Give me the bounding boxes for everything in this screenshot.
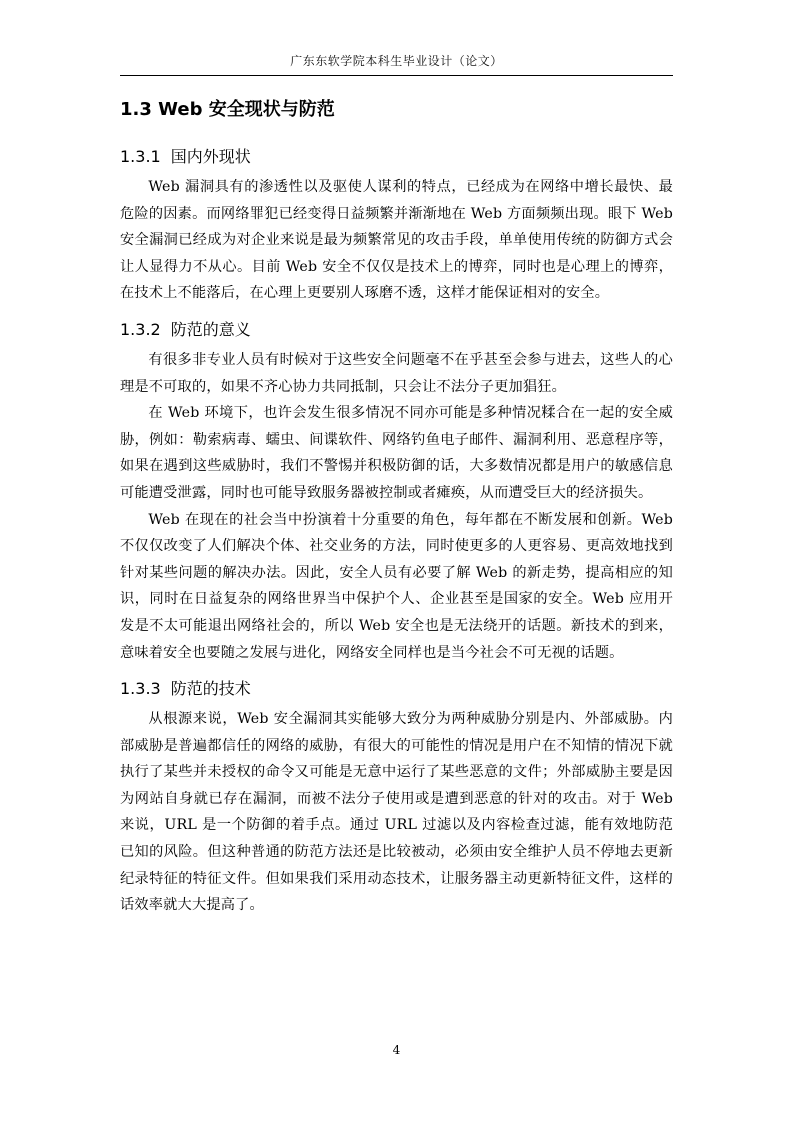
subsection-number: 1.3.2 — [120, 319, 161, 339]
subsection-domestic-status — [120, 144, 673, 307]
subsection-title — [120, 676, 673, 702]
subsection-heading: 防范的技术 — [170, 679, 251, 699]
subsection-title — [120, 144, 673, 170]
subsection-heading: 国内外现状 — [170, 147, 251, 166]
subsection-heading: 防范的意义 — [170, 319, 251, 339]
paragraph: 从根源来说，Web 安全漏洞其实能够大致分为两种威胁分别是内、外部威胁。内部威胁是普遍都信任的网络的威胁，有很大的可能性的情况是用户在不知情的情况下就执行了某些并未授权的命令又可能是无意中运行了某些恶意的文件；外部威胁主要是因为网站自身就已存在漏洞，而被不法分子使用或是遭到恶意的针对的攻击。对于 Web 来说，URL 是一个防御的着手点。通过 URL 过滤以及内容检查过滤，能有效地防范已知的风险。但这种普通的防范方法还是比较被动，必须由安全维护人员不停地去更新纪录特征的特征文件。但如果我们采用动态技术，让服务器主动更新特征文件，这样的话效率就大大提高了。 — [120, 711, 673, 914]
subsection-number: 1.3.3 — [120, 679, 161, 699]
subsection-number: 1.3.1 — [120, 147, 161, 166]
running-header — [120, 52, 673, 76]
running-header-title: 广东东软学院本科生毕业设计（论文） — [290, 54, 503, 68]
page-body — [120, 96, 673, 919]
subsection-significance — [120, 317, 673, 666]
paragraph: 在 Web 环境下，也许会发生很多情况不同亦可能是多种情况糅合在一起的安全威胁，例如：勒索病毒、蠕虫、间谍软件、网络钓鱼电子邮件、漏洞利用、恶意程序等，如果在遇到这些威胁时，我们不警惕并积极防御的话，大多数情况都是用户的敏感信息可能遭受泄露，同时也可能导致服务器被控制或者瘫痪，从而遭受巨大的经济损失。 — [120, 405, 673, 501]
paragraph: Web 在现在的社会当中扮演着十分重要的角色，每年都在不断发展和创新。Web 不仅仅改变了人们解决个体、社交业务的方法，同时使更多的人更容易、更高效地找到针对某些问题的解决办法。因此，安全人员有必要了解 Web 的新走势，提高相应的知识，同时在日益复杂的网络世界当中保护个人、企业甚至是国家的安全。Web 应用开发是不太可能退出网络社会的，所以 Web 安全也是无法绕开的话题。新技术的到来，意味着安全也要随之发展与进化，网络安全同样也是当今社会不可无视的话题。 — [120, 511, 673, 661]
paragraph: 有很多非专业人员有时候对于这些安全问题毫不在乎甚至会参与进去，这些人的心理是不可取的，如果不齐心协力共同抵制，只会让不法分子更加猖狂。 — [120, 351, 673, 395]
subsection-title — [120, 317, 673, 343]
subsection-techniques — [120, 676, 673, 919]
paragraph: Web 漏洞具有的渗透性以及驱使人谋利的特点，已经成为在网络中增长最快、最危险的因素。而网络罪犯已经变得日益频繁并渐渐地在 Web 方面频频出现。眼下 Web 安全漏洞已经成为对企业来说是最为频繁常见的攻击手段，单单使用传统的防御方式会让人显得力不从心。目前 Web 安全不仅仅是技术上的博弈，同时也是心理上的博弈，在技术上不能落后，在心理上更要别人琢磨不透，这样才能保证相对的安全。 — [120, 179, 673, 302]
section-title: 1.3 Web 安全现状与防范 — [120, 99, 335, 120]
page-number: 4 — [392, 1043, 401, 1057]
